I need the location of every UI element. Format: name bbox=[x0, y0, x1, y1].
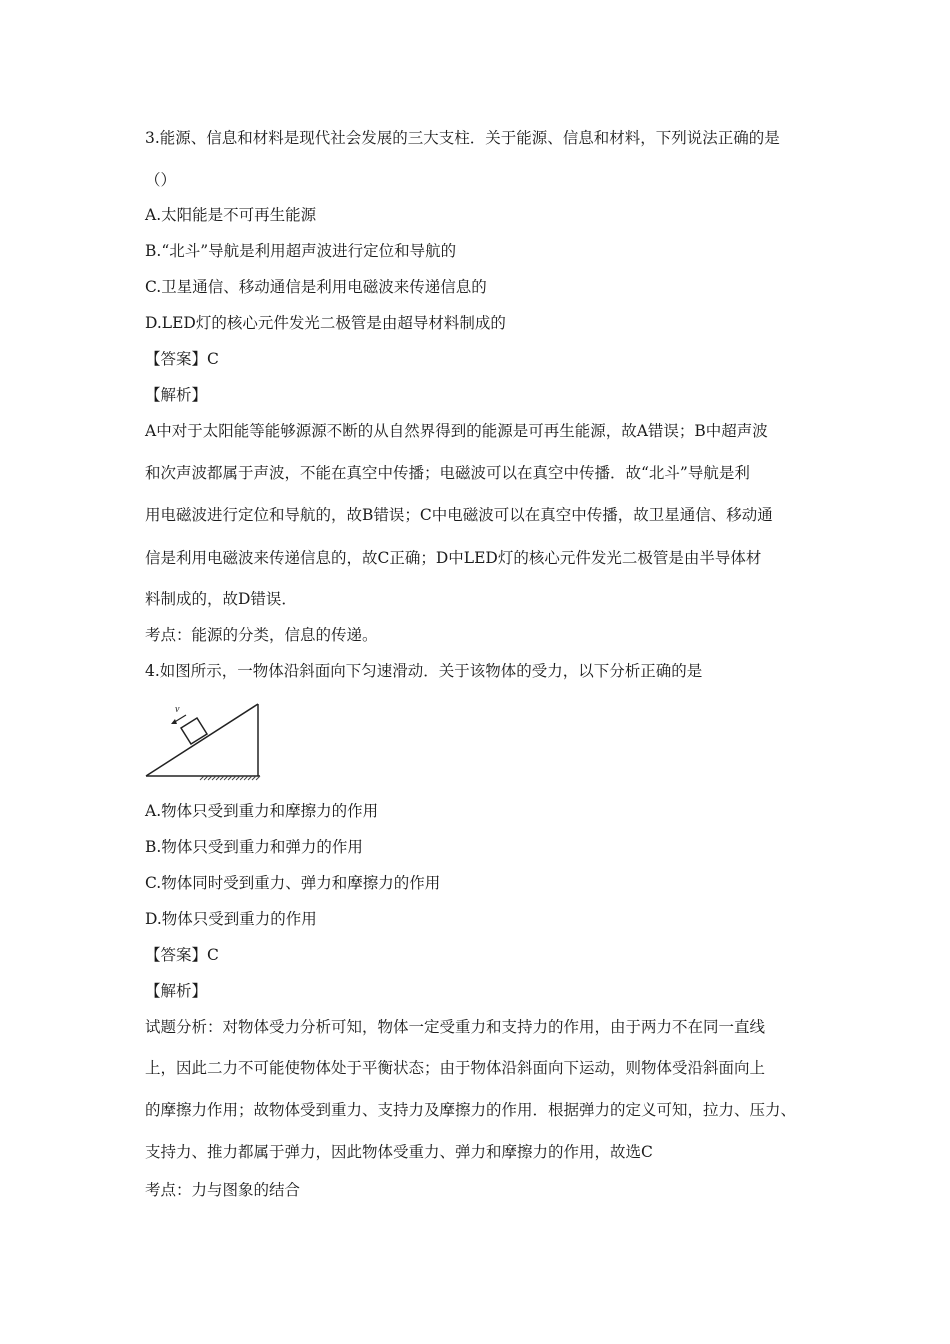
q4-stem: 4.如图所示，一物体沿斜面向下匀速滑动．关于该物体的受力，以下分析正确的是 bbox=[145, 662, 703, 680]
q4-analysis-line: 试题分析：对物体受力分析可知，物体一定受重力和支持力的作用，由于两力不在同一直线 bbox=[145, 1018, 766, 1036]
q4-analysis-line: 上，因此二力不可能使物体处于平衡状态；由于物体沿斜面向下运动，则物体受沿斜面向上 bbox=[145, 1059, 766, 1077]
incline-slope-line bbox=[146, 704, 258, 776]
q3-option-d: D.LED灯的核心元件发光二极管是由超导材料制成的 bbox=[145, 314, 506, 332]
q4-option-a: A.物体只受到重力和摩擦力的作用 bbox=[145, 802, 379, 820]
q3-option-c: C.卫星通信、移动通信是利用电磁波来传递信息的 bbox=[145, 278, 487, 296]
q3-analysis-line: 用电磁波进行定位和导航的，故B错误；C中电磁波可以在真空中传播，故卫星通信、移动通 bbox=[145, 506, 773, 524]
velocity-label: v bbox=[175, 704, 180, 715]
q3-analysis-line: 料制成的，故D错误． bbox=[145, 590, 297, 608]
q3-stem: 3.能源、信息和材料是现代社会发展的三大支柱．关于能源、信息和材料，下列说法正确的是 bbox=[145, 129, 780, 147]
q3-analysis-line: 和次声波都属于声波，不能在真空中传播；电磁波可以在真空中传播．故“北斗”导航是利 bbox=[145, 464, 750, 482]
q4-analysis-line: 支持力、推力都属于弹力，因此物体受重力、弹力和摩擦力的作用，故选C bbox=[145, 1143, 653, 1161]
q4-option-c: C.物体同时受到重力、弹力和摩擦力的作用 bbox=[145, 874, 441, 892]
q3-analysis-line: 信是利用电磁波来传递信息的，故C正确；D中LED灯的核心元件发光二极管是由半导体材 bbox=[145, 549, 762, 567]
q4-option-d: D.物体只受到重力的作用 bbox=[145, 910, 317, 928]
q3-analysis-line: A中对于太阳能等能够源源不断的从自然界得到的能源是可再生能源，故A错误；B中超声波 bbox=[145, 422, 768, 440]
q3-answer-paren: （） bbox=[145, 171, 177, 189]
q4-analysis-line: 的摩擦力作用；故物体受到重力、支持力及摩擦力的作用．根据弹力的定义可知，拉力、压力、 bbox=[145, 1101, 797, 1119]
q4-option-b: B.物体只受到重力和弹力的作用 bbox=[145, 838, 363, 856]
q3-kaodian: 考点：能源的分类，信息的传递。 bbox=[145, 626, 378, 644]
q4-analysis-heading: 【解析】 bbox=[145, 982, 208, 1000]
q4-answer: 【答案】C bbox=[145, 946, 219, 964]
q4-kaodian: 考点：力与图象的结合 bbox=[145, 1181, 301, 1199]
q3-option-a: A.太阳能是不可再生能源 bbox=[145, 206, 317, 224]
q3-analysis-heading: 【解析】 bbox=[145, 386, 208, 404]
incline-figure bbox=[144, 700, 262, 782]
q3-answer: 【答案】C bbox=[145, 350, 219, 368]
q3-option-b: B.“北斗”导航是利用超声波进行定位和导航的 bbox=[145, 242, 457, 260]
